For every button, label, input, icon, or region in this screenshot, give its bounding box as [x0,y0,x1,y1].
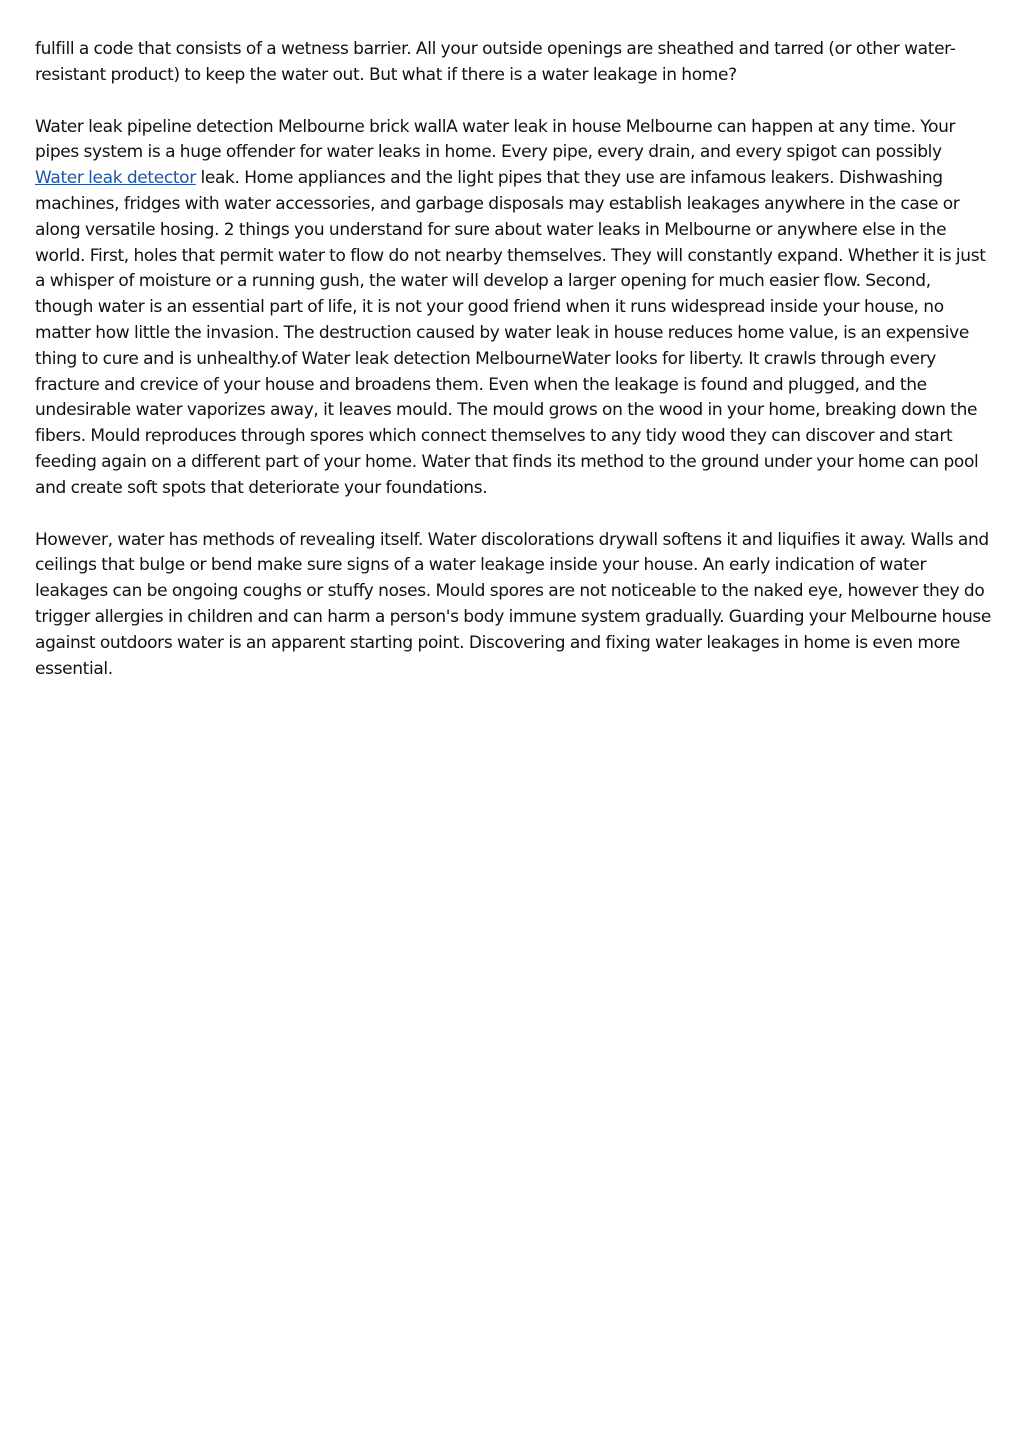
paragraph-water-leaks-text-after: leak. Home appliances and the light pipes that they use are infamous leakers. Dishwashing machines, fridges with water accessories, and garbage disposals may establish leakages anywhere in the case or along versatile hosing. 2 things you understand for sure about water leaks in Melbourne or anywhere else in the world. First, holes that permit water to flow do not nearby themselves. They will constantly expand. Whether it is just a whisper of moisture or a running gush, the water will develop a larger opening for much easier flow. Second, though water is an essential part of life, it is not your good friend when it runs widespread inside your house, no matter how little the invasion. The destruction caused by water leak in house reduces home value, is an expensive thing to cure and is unhealthy.of Water leak detection MelbourneWater looks for liberty. It crawls through every fracture and crevice of your house and broadens them. Even when the leakage is found and plugged, and the undesirable water vaporizes away, it leaves mould. The mould grows on the wood in your home, breaking down the fibers. Mould reproduces through spores which connect themselves to any tidy wood they can discover and start feeding again on a different part of your home. Water that finds its method to the ground under your home can pool and create soft spots that deteriorate your foundations. [35,168,986,498]
paragraph-water-leaks [35,115,993,502]
paragraph-intro: fulfill a code that consists of a wetness barrier. All your outside openings are sheathed and tarred (or other water-resistant product) to keep the water out. But what if there is a water leakage in home? [35,39,956,85]
paragraph-revealing-signs: However, water has methods of revealing itself. Water discolorations drywall softens it and liquifies it away. Walls and ceilings that bulge or bend make sure signs of a water leakage inside your house. An early indication of water leakages can be ongoing coughs or stuffy noses. Mould spores are not noticeable to the naked eye, however they do trigger allergies in children and can harm a person's body immune system gradually. Guarding your Melbourne house against outdoors water is an apparent starting point. Discovering and fixing water leakages in home is even more essential. [35,529,992,679]
paragraph-water-leaks-text-before: Water leak pipeline detection Melbourne brick wallA water leak in house Melbourne can happen at any time. Your pipes system is a huge offender for water leaks in home. Every pipe, every drain, and every spigot can possibly [35,116,956,163]
water-leak-detector-link[interactable]: Water leak detector [35,168,196,189]
document-body [35,37,993,708]
